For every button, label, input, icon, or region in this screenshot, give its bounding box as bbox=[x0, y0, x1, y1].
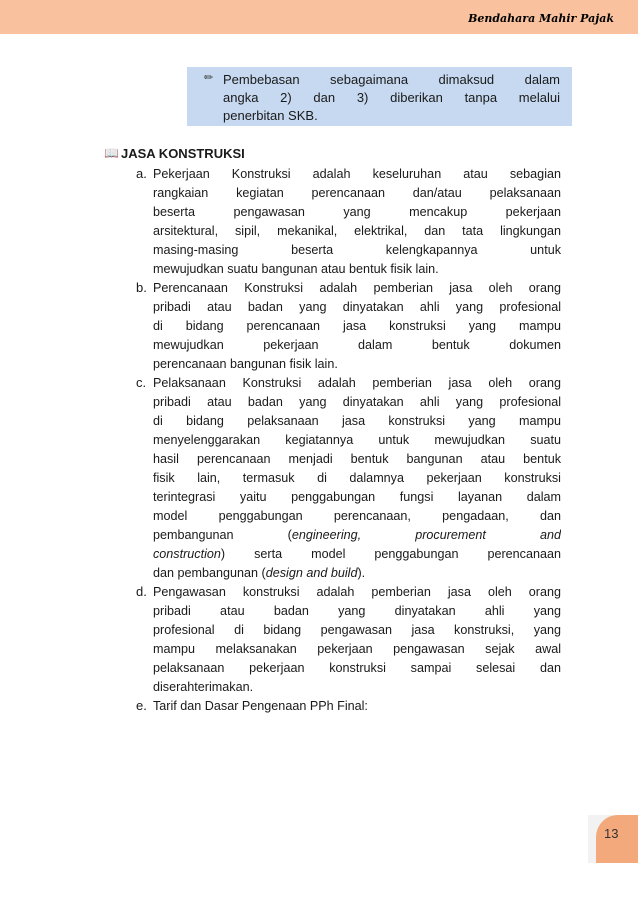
item-line: Pekerjaan Konstruksi adalah keseluruhan atau sebagian bbox=[153, 167, 561, 181]
item-line: mewujudkan pekerjaan dalam bentuk dokumen bbox=[153, 338, 561, 352]
item-line: profesional di bidang pengawasan jasa konstruksi, yang bbox=[153, 623, 561, 637]
item-line: dan pembangunan (design and build). bbox=[153, 566, 366, 580]
item-line: di bidang perencanaan jasa konstruksi yang mampu bbox=[153, 319, 561, 333]
item-line: Pengawasan konstruksi adalah pemberian jasa oleh orang bbox=[153, 585, 561, 599]
item-line: perencanaan bangunan fisik lain. bbox=[153, 357, 338, 371]
item-marker: d. bbox=[136, 584, 147, 599]
item-line: diserahterimakan. bbox=[153, 680, 254, 694]
item-line: Perencanaan Konstruksi adalah pemberian jasa oleh orang bbox=[153, 281, 561, 295]
section-title: JASA KONSTRUKSI bbox=[121, 146, 245, 161]
item-line: model penggabungan perencanaan, pengadaan, dan bbox=[153, 509, 561, 523]
running-header-title: Bendahara Mahir Pajak bbox=[468, 12, 614, 25]
item-line: rangkaian kegiatan perencanaan dan/atau pelaksanaan bbox=[153, 186, 561, 200]
item-line: pribadi atau badan yang dinyatakan ahli yang profesional bbox=[153, 300, 561, 314]
item-marker: e. bbox=[136, 698, 147, 713]
pencil-icon: ✏ bbox=[204, 72, 214, 84]
item-line: di bidang pelaksanaan jasa konstruksi yang mampu bbox=[153, 414, 561, 428]
item-line: fisik lain, termasuk di dalamnya pekerjaan konstruksi bbox=[153, 471, 561, 485]
item-line: pembangunan (engineering, procurement and bbox=[153, 528, 561, 542]
item-line: Tarif dan Dasar Pengenaan PPh Final: bbox=[153, 699, 368, 713]
page-number: 13 bbox=[604, 826, 619, 841]
item-line: pelaksanaan pekerjaan konstruksi sampai selesai dan bbox=[153, 661, 561, 675]
book-icon: 📖 bbox=[104, 146, 119, 160]
item-marker: a. bbox=[136, 166, 147, 181]
item-line: beserta pengawasan yang mencakup pekerjaan bbox=[153, 205, 561, 219]
item-line: terintegrasi yaitu penggabungan fungsi layanan dalam bbox=[153, 490, 561, 504]
item-marker: b. bbox=[136, 280, 147, 295]
item-line: Pelaksanaan Konstruksi adalah pemberian jasa oleh orang bbox=[153, 376, 561, 390]
note-line: Pembebasan sebagaimana dimaksud dalam bbox=[223, 72, 560, 87]
item-line: construction) serta model penggabungan perencanaan bbox=[153, 547, 561, 561]
item-marker: c. bbox=[136, 375, 147, 390]
item-line: hasil perencanaan menjadi bentuk bangunan atau bentuk bbox=[153, 452, 561, 466]
note-line: penerbitan SKB. bbox=[223, 108, 318, 123]
item-line: pribadi atau badan yang dinyatakan ahli yang bbox=[153, 604, 561, 618]
item-line: masing-masing beserta kelengkapannya untuk bbox=[153, 243, 561, 257]
item-line: arsitektural, sipil, mekanikal, elektrikal, dan tata lingkungan bbox=[153, 224, 561, 238]
note-line: angka 2) dan 3) diberikan tanpa melalui bbox=[223, 90, 560, 105]
item-line: mampu melaksanakan pekerjaan pengawasan sejak awal bbox=[153, 642, 561, 656]
item-line: pribadi atau badan yang dinyatakan ahli yang profesional bbox=[153, 395, 561, 409]
item-line: mewujudkan suatu bangunan atau bentuk fisik lain. bbox=[153, 262, 439, 276]
item-line: menyelenggarakan kegiatannya untuk mewujudkan suatu bbox=[153, 433, 561, 447]
